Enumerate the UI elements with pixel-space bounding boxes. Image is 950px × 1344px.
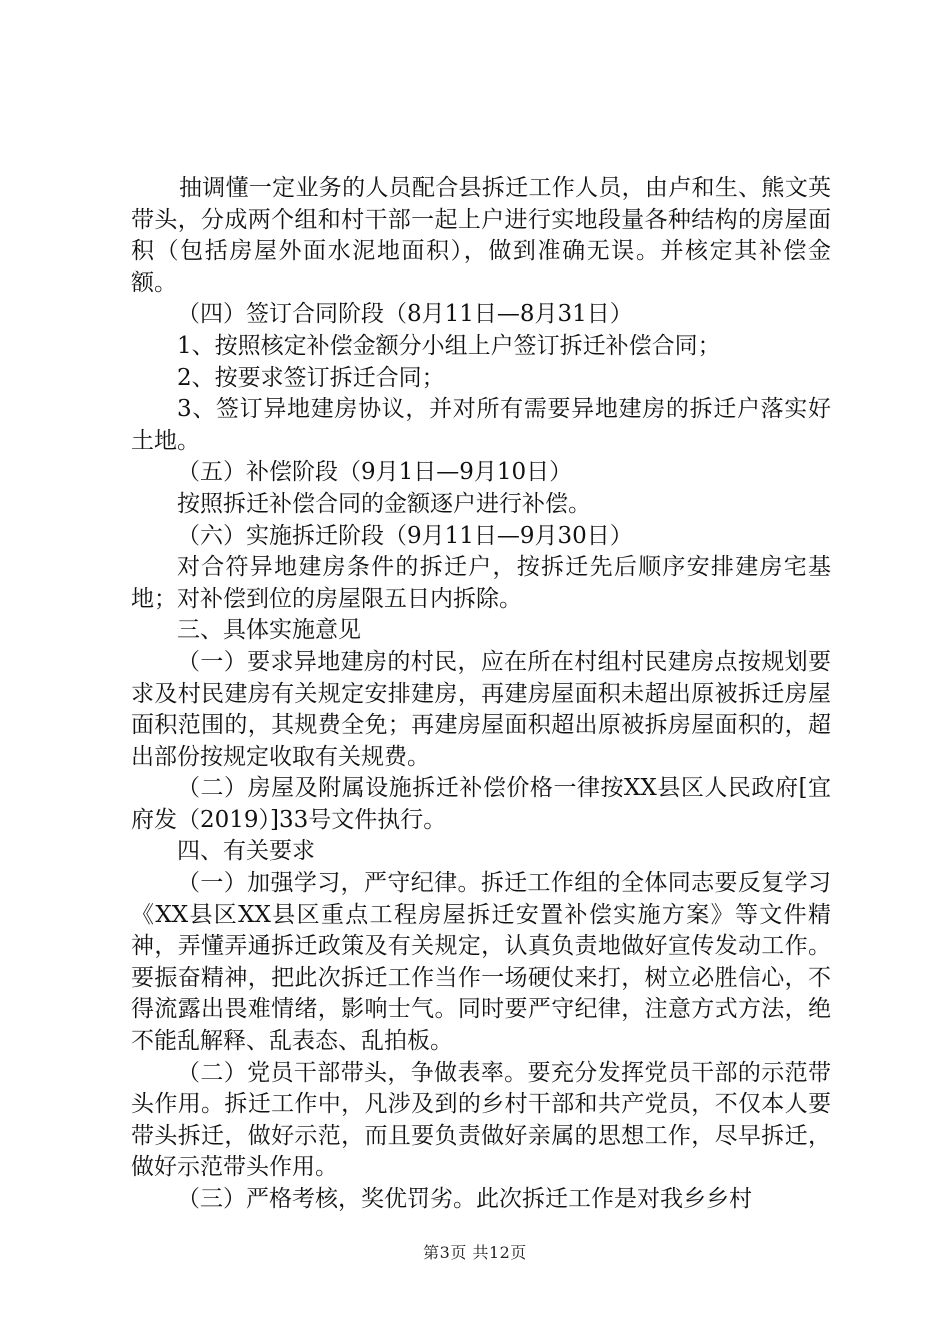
paragraph-demolition: 对合符异地建房条件的拆迁户，按拆迁先后顺序安排建房宅基地；对补偿到位的房屋限五日内拆除。 [131, 554, 831, 612]
paragraph-opinion-1: （一）要求异地建房的村民，应在所在村组村民建房点按规划要求及村民建房有关规定安排建房，再建房屋面积未超出原被拆迁房屋面积范围的，其规费全免；再建房屋面积超出原被拆房屋面积的，超出部份按规定收取有关规费。 [131, 648, 831, 770]
paragraph-requirement-1: （一）加强学习，严守纪律。拆迁工作组的全体同志要反复学习《XX县区XX县区重点工程房屋拆迁安置补偿实施方案》等文件精神，弄懂弄通拆迁政策及有关规定，认真负责地做好宣传发动工作。要振奋精神，把此次拆迁工作当作一场硬仗来打，树立必胜信心，不得流露出畏难情绪，影响士气。同时要严守纪律，注意方式方法，绝不能乱解释、乱表态、乱拍板。 [131, 870, 831, 1055]
list-item-3: 3、签订异地建房协议，并对所有需要异地建房的拆迁户落实好土地。 [131, 396, 831, 454]
heading-section-4: 四、有关要求 [177, 838, 315, 865]
heading-stage-4: （四）签订合同阶段（8月11日—8月31日） [177, 301, 633, 328]
heading-stage-5: （五）补偿阶段（9月1日—9月10日） [177, 459, 573, 486]
page-number: 第3页 共12页 [423, 1243, 527, 1262]
paragraph-requirement-3: （三）严格考核，奖优罚劣。此次拆迁工作是对我乡乡村 [177, 1186, 752, 1212]
paragraph-opinion-2: （二）房屋及附属设施拆迁补偿价格一律按XX县区人民政府[宜府发（2019）]33号文件执行。 [131, 775, 831, 833]
list-item-2: 2、按要求签订拆迁合同； [177, 364, 445, 391]
document-body [131, 173, 831, 1216]
list-item-1: 1、按照核定补偿金额分小组上户签订拆迁补偿合同； [177, 332, 721, 359]
heading-section-3: 三、具体实施意见 [177, 617, 361, 644]
paragraph-compensation: 按照拆迁补偿合同的金额逐户进行补偿。 [177, 490, 591, 517]
heading-stage-6: （六）实施拆迁阶段（9月11日—9月30日） [177, 522, 633, 549]
paragraph-survey: 抽调懂一定业务的人员配合县拆迁工作人员，由卢和生、熊文英带头，分成两个组和村干部一起上户进行实地段量各种结构的房屋面积（包括房屋外面水泥地面积），做到准确无误。并核定其补偿金额。 [131, 175, 831, 296]
paragraph-requirement-2: （二）党员干部带头，争做表率。要充分发挥党员干部的示范带头作用。拆迁工作中，凡涉及到的乡村干部和共产党员，不仅本人要带头拆迁，做好示范，而且要负责做好亲属的思想工作，尽早拆迁，做好示范带头作用。 [131, 1059, 831, 1181]
